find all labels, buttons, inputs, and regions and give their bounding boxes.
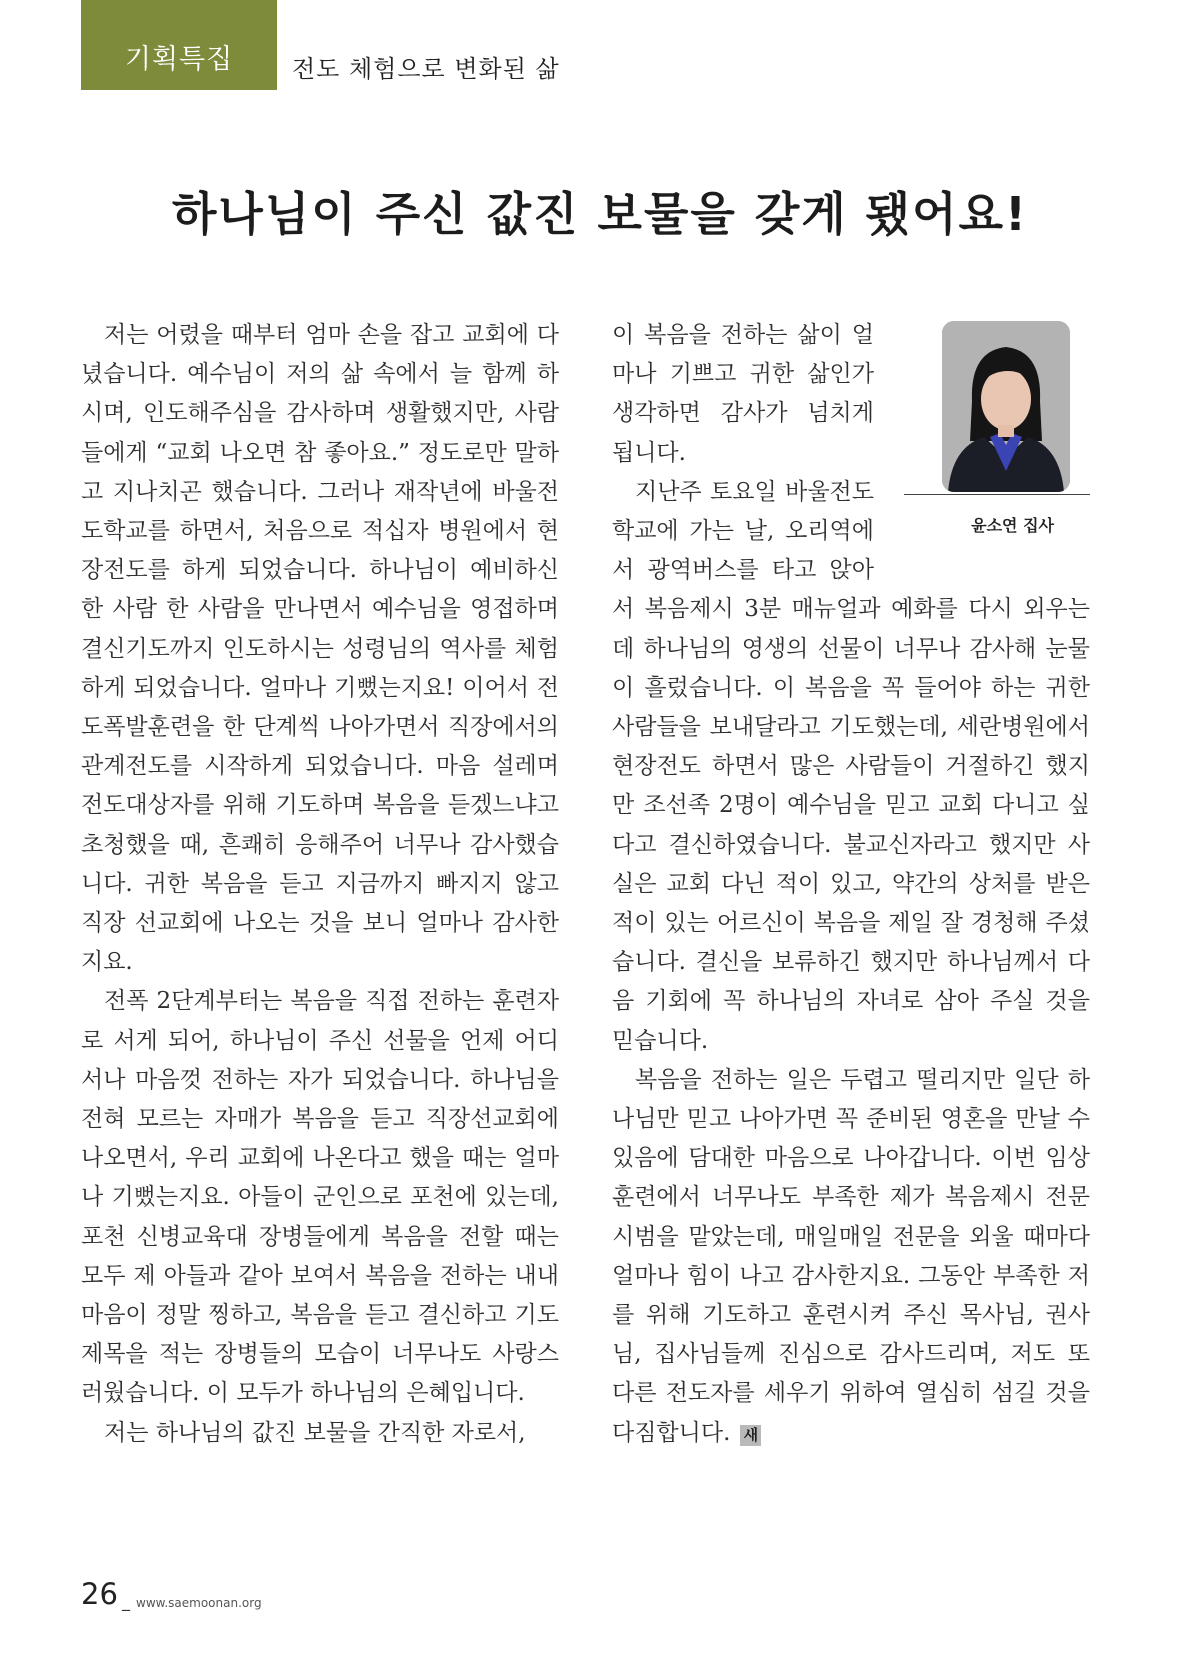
paragraph-text: 복음을 전하는 일은 두렵고 떨리지만 일단 하나님만 믿고 나아가면 꼭 준비된 영혼을 만날 수 있음에 담대한 마음으로 나아갑니다. 이번 임상훈련에서 너무나도 부족한 제가 복음제시 전문시범을 맡았는데, 매일매일 전문을 외울 때마다 얼마나 힘이 나고 감사한지요. 그동안 부족한 저를 위해 기도하고 훈련시켜 주신 목사님, 권사님, 집사님들께 진심으로 감사드리며, 저도 또 다른 전도자를 세우기 위하여 열심히 섬길 것을 다짐합니다.: [612, 1066, 1090, 1446]
caption-rule: [904, 494, 1090, 495]
paragraph: 저는 하나님의 값진 보물을 간직한 자로서,: [104, 1419, 526, 1446]
photo-caption: 윤소연 집사: [971, 516, 1054, 535]
page-number: 26: [81, 1577, 118, 1611]
portrait-image: [942, 321, 1070, 492]
footer-url: www.saemoonan.org: [136, 1596, 262, 1610]
author-photo: [942, 321, 1070, 492]
author-photo-block: [900, 316, 1090, 588]
article-title: 하나님이 주신 값진 보물을 갖게 됐어요!: [171, 187, 1029, 241]
paragraph: 저는 어렸을 때부터 엄마 손을 잡고 교회에 다녔습니다. 예수님이 저의 삶 속에서 늘 함께 하시며, 인도해주심을 감사하며 생활했지만, 사람들에게 “교회 나오면 참 좋아요.” 정도로만 말하고 지나치곤 했습니다. 그러나 재작년에 바울전도학교를 하면서, 처음으로 적십자 병원에서 현장전도를 하게 되었습니다. 하나님이 예비하신 한 사람 한 사람을 만나면서 예수님을 영접하며 결신기도까지 인도하시는 성령님의 역사를 체험하게 되었습니다. 얼마나 기뻤는지요! 이어서 전도폭발훈련을 한 단계씩 나아가면서 직장에서의 관계전도를 시작하게 되었습니다. 마음 설레며 전도대상자를 위해 기도하며 복음을 듣겠느냐고 초청했을 때, 흔쾌히 응해주어 너무나 감사했습니다. 귀한 복음을 듣고 지금까지 빠지지 않고 직장 선교회에 나오는 것을 보니 얼마나 감사한지요.: [81, 322, 559, 976]
paragraph: 지난주 토요일 바울전도학교에 가는 날, 오리역에서 광역버스를 타고 앉아서 복음제시 3분 매뉴얼과 예화를 다시 외우는데 하나님의 영생의 선물이 너무나 감사해 눈물이 흘렀습니다. 이 복음을 꼭 들어야 하는 귀한 사람들을 보내달라고 기도했는데, 세란병원에서 현장전도 하면서 많은 사람들이 거절하긴 했지만 조선족 2명이 예수님을 믿고 교회 다니고 싶다고 결신하였습니다. 불교신자라고 했지만 사실은 교회 다닌 적이 있고, 약간의 상처를 받은 적이 있는 어르신이 복음을 제일 잘 경청해 주셨습니다. 결신을 보류하긴 했지만 하나님께서 다음 기회에 꼭 하나님의 자녀로 삼아 주실 것을 믿습니다.: [612, 478, 1090, 1054]
paragraph: [612, 1061, 1090, 1453]
paragraph: 이 복음을 전하는 삶이 얼마나 기쁘고 귀한 삶인가 생각하면 감사가 넘치게 됩니다.: [612, 322, 874, 466]
section-subtitle: 전도 체험으로 변화된 삶: [292, 55, 560, 83]
article-column-right: [612, 316, 1090, 1453]
paragraph: 전폭 2단계부터는 복음을 직접 전하는 훈련자로 서게 되어, 하나님이 주신 선물을 언제 어디서나 마음껏 전하는 자가 되었습니다. 하나님을 전혀 모르는 자매가 복음을 듣고 직장선교회에 나오면서, 우리 교회에 나온다고 했을 때는 얼마나 기뻤는지요. 아들이 군인으로 포천에 있는데, 포천 신병교육대 장병들에게 복음을 전할 때는 모두 제 아들과 같아 보여서 복음을 전하는 내내 마음이 정말 찡하고, 복음을 듣고 결신하고 기도제목을 적는 장병들의 모습이 너무나도 사랑스러웠습니다. 이 모두가 하나님의 은혜입니다.: [81, 988, 559, 1407]
section-label: 기획특집: [81, 0, 277, 90]
footer-separator: _: [122, 1592, 130, 1611]
article-column-left: [81, 316, 559, 1453]
end-mark-icon: 새: [740, 1425, 761, 1446]
